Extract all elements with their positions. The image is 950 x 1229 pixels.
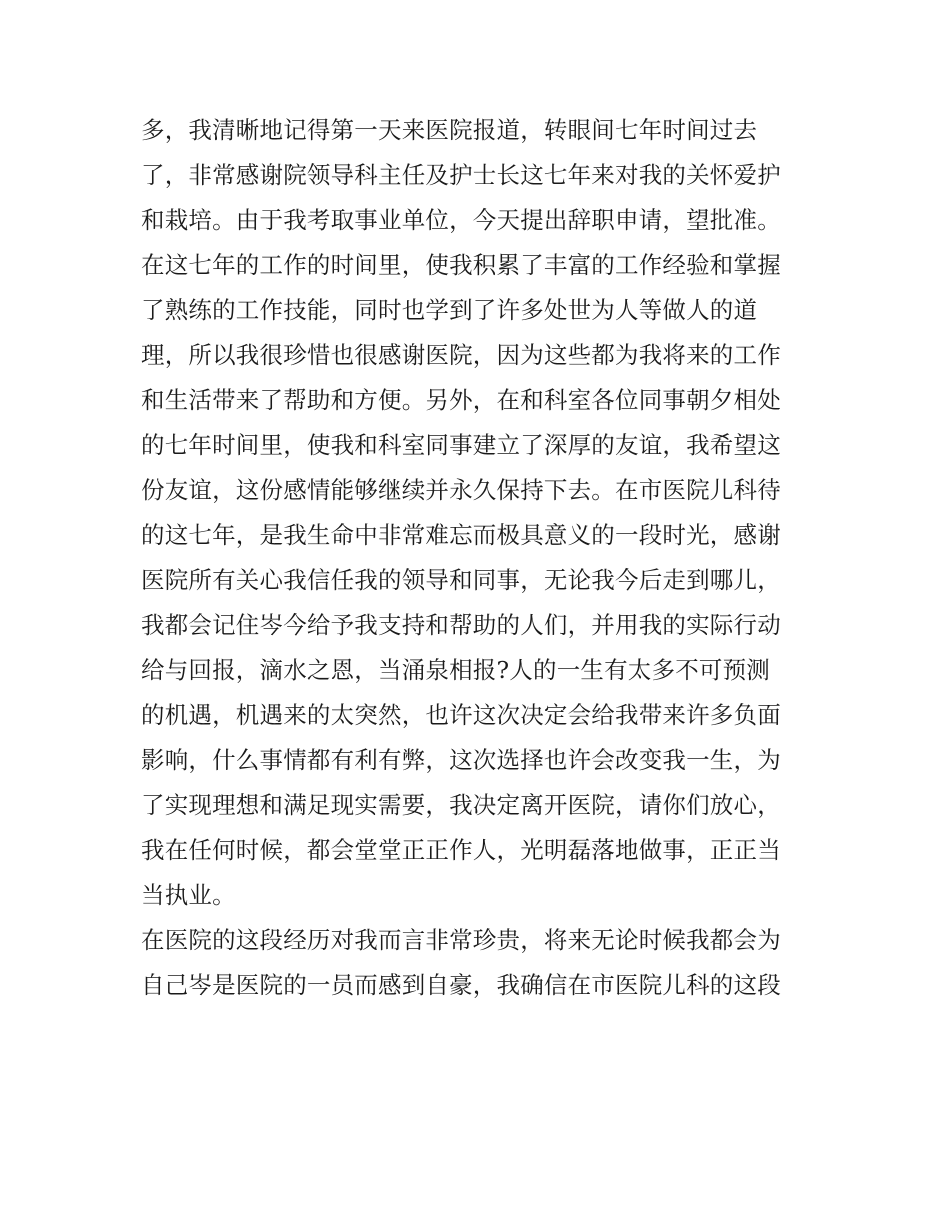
body-text xyxy=(141,108,821,1008)
text-line: 我在任何时候，都会堂堂正正作人，光明磊落地做事，正正当 xyxy=(141,836,781,864)
text-line: 医院所有关心我信任我的领导和同事，无论我今后走到哪儿， xyxy=(141,566,781,594)
text-line: 在医院的这段经历对我而言非常珍贵，将来无论时候我都会为 xyxy=(141,926,781,954)
text-line: 的七年时间里，使我和科室同事建立了深厚的友谊，我希望这 xyxy=(141,431,781,459)
text-line: 在这七年的工作的时间里，使我积累了丰富的工作经验和掌握 xyxy=(141,251,781,279)
text-line: 理，所以我很珍惜也很感谢医院，因为这些都为我将来的工作 xyxy=(141,341,781,369)
text-line: 自己岑是医院的一员而感到自豪，我确信在市医院儿科的这段 xyxy=(141,971,781,999)
text-line: 了熟练的工作技能，同时也学到了许多处世为人等做人的道 xyxy=(141,296,758,324)
text-line: 影响，什么事情都有利有弊，这次选择也许会改变我一生，为 xyxy=(141,746,781,774)
text-line: 和生活带来了帮助和方便。另外，在和科室各位同事朝夕相处 xyxy=(141,386,781,414)
text-line: 我都会记住岑今给予我支持和帮助的人们，并用我的实际行动 xyxy=(141,611,781,639)
text-line: 和栽培。由于我考取事业单位，今天提出辞职申请，望批准。 xyxy=(141,206,781,234)
text-line: 多，我清晰地记得第一天来医院报道，转眼间七年时间过去 xyxy=(141,116,758,144)
text-line: 的机遇，机遇来的太突然，也许这次决定会给我带来许多负面 xyxy=(141,701,781,729)
text-line: 给与回报，滴水之恩，当涌泉相报?人的一生有太多不可预测 xyxy=(141,656,770,684)
text-line: 份友谊，这份感情能够继续并永久保持下去。在市医院儿科待 xyxy=(141,476,781,504)
text-line: 了实现理想和满足现实需要，我决定离开医院，请你们放心， xyxy=(141,791,781,819)
text-line: 当执业。 xyxy=(141,881,236,909)
text-line: 了，非常感谢院领导科主任及护士长这七年来对我的关怀爱护 xyxy=(141,161,781,189)
text-line: 的这七年，是我生命中非常难忘而极具意义的一段时光，感谢 xyxy=(141,521,781,549)
